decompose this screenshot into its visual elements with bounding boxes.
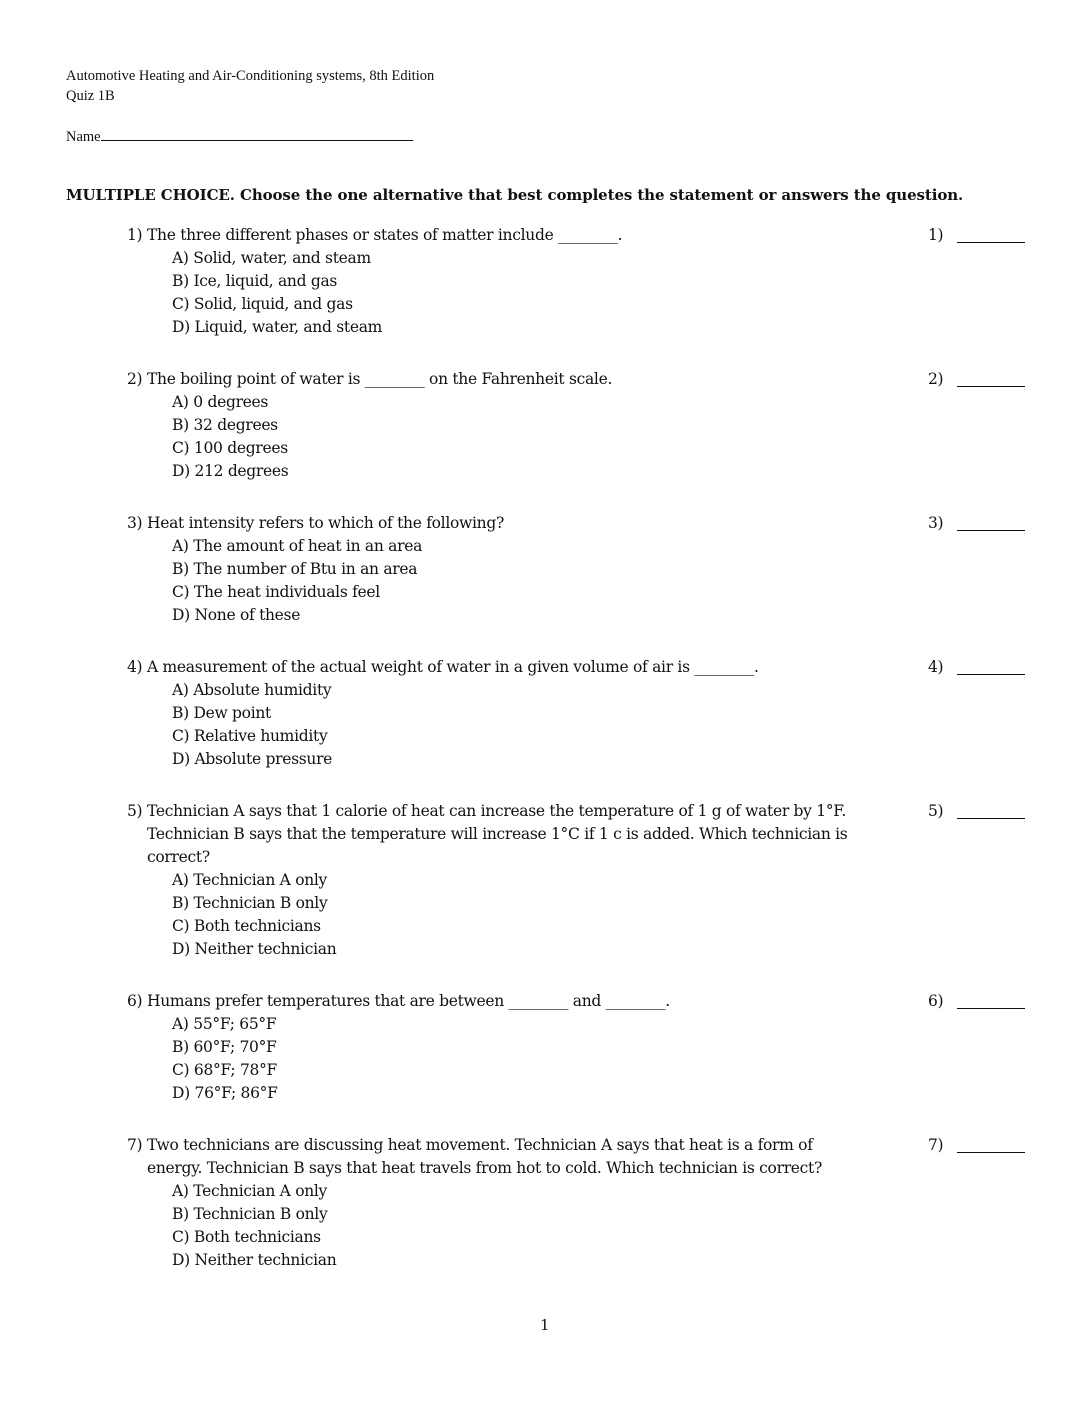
question-number: 7) — [127, 1136, 143, 1154]
question-7 — [0, 1134, 1088, 1272]
answer-option: C) Both technicians — [172, 917, 321, 935]
page-number: 1 — [540, 1316, 550, 1334]
answer-option: C) The heat individuals feel — [172, 583, 380, 601]
answer-option: C) Both technicians — [172, 1228, 321, 1246]
question-stem: A measurement of the actual weight of water in a given volume of air is ________. — [147, 658, 759, 676]
question-stem: The boiling point of water is ________ on the Fahrenheit scale. — [147, 370, 613, 388]
answer-option: D) None of these — [172, 606, 301, 624]
document-title: Automotive Heating and Air-Conditioning systems, 8th Edition — [66, 68, 435, 84]
answer-option: C) Solid, liquid, and gas — [172, 295, 353, 313]
answer-option: B) Technician B only — [172, 894, 328, 912]
question-stem: Technician A says that 1 calorie of heat can increase the temperature of 1 g of water by 1°F. Technician B says that the temperature will increase 1°C if 1 c is added. Which technician is correct? — [147, 802, 848, 866]
quiz-label: Quiz 1B — [66, 88, 115, 104]
question-number: 6) — [127, 992, 143, 1010]
answer-blank[interactable] — [957, 818, 1025, 819]
question-stem: The three different phases or states of matter include ________. — [147, 226, 623, 244]
name-label: Name — [66, 129, 101, 145]
name-field[interactable] — [66, 126, 413, 146]
question-6 — [0, 990, 1088, 1105]
answer-option: B) Ice, liquid, and gas — [172, 272, 338, 290]
answer-option: D) 212 degrees — [172, 462, 289, 480]
answer-blank[interactable] — [957, 386, 1025, 387]
answer-option: D) 76°F; 86°F — [172, 1084, 278, 1102]
answer-option: A) 0 degrees — [172, 393, 269, 411]
answer-blank[interactable] — [957, 242, 1025, 243]
question-number: 3) — [127, 514, 143, 532]
question-stem: Two technicians are discussing heat movement. Technician A says that heat is a form of energy. Technician B says that heat travels from hot to cold. Which technician is correct? — [147, 1136, 822, 1177]
question-4 — [0, 656, 1088, 771]
question-stem: Heat intensity refers to which of the following? — [147, 514, 504, 532]
question-1 — [0, 224, 1088, 339]
answer-option: A) Technician A only — [172, 1182, 328, 1200]
question-number: 5) — [127, 802, 143, 820]
answer-option: D) Neither technician — [172, 1251, 337, 1269]
question-list — [0, 224, 1088, 1301]
answer-option: B) The number of Btu in an area — [172, 560, 418, 578]
question-3 — [0, 512, 1088, 627]
question-number: 2) — [127, 370, 143, 388]
answer-blank[interactable] — [957, 674, 1025, 675]
name-blank-line[interactable] — [101, 126, 413, 141]
answer-option: B) 60°F; 70°F — [172, 1038, 277, 1056]
answer-option: A) 55°F; 65°F — [172, 1015, 277, 1033]
answer-option: D) Liquid, water, and steam — [172, 318, 383, 336]
question-5 — [0, 800, 1088, 961]
answer-option: A) Solid, water, and steam — [172, 249, 371, 267]
answer-option: A) Absolute humidity — [172, 681, 332, 699]
answer-number: 2) — [928, 370, 944, 388]
answer-option: D) Neither technician — [172, 940, 337, 958]
answer-option: C) 68°F; 78°F — [172, 1061, 277, 1079]
question-stem: Humans prefer temperatures that are between ________ and ________. — [147, 992, 670, 1010]
question-number: 4) — [127, 658, 143, 676]
answer-number: 3) — [928, 514, 944, 532]
answer-number: 6) — [928, 992, 944, 1010]
answer-option: A) The amount of heat in an area — [172, 537, 423, 555]
answer-option: B) Technician B only — [172, 1205, 328, 1223]
answer-option: B) Dew point — [172, 704, 271, 722]
answer-option: C) Relative humidity — [172, 727, 328, 745]
instructions: MULTIPLE CHOICE. Choose the one alternative that best completes the statement or answers the question. — [66, 186, 964, 204]
answer-number: 1) — [928, 226, 944, 244]
answer-option: A) Technician A only — [172, 871, 328, 889]
answer-number: 4) — [928, 658, 944, 676]
answer-blank[interactable] — [957, 1008, 1025, 1009]
answer-option: B) 32 degrees — [172, 416, 278, 434]
answer-blank[interactable] — [957, 1152, 1025, 1153]
question-2 — [0, 368, 1088, 483]
question-number: 1) — [127, 226, 143, 244]
answer-option: C) 100 degrees — [172, 439, 288, 457]
answer-option: D) Absolute pressure — [172, 750, 333, 768]
answer-number: 5) — [928, 802, 944, 820]
answer-number: 7) — [928, 1136, 944, 1154]
answer-blank[interactable] — [957, 530, 1025, 531]
